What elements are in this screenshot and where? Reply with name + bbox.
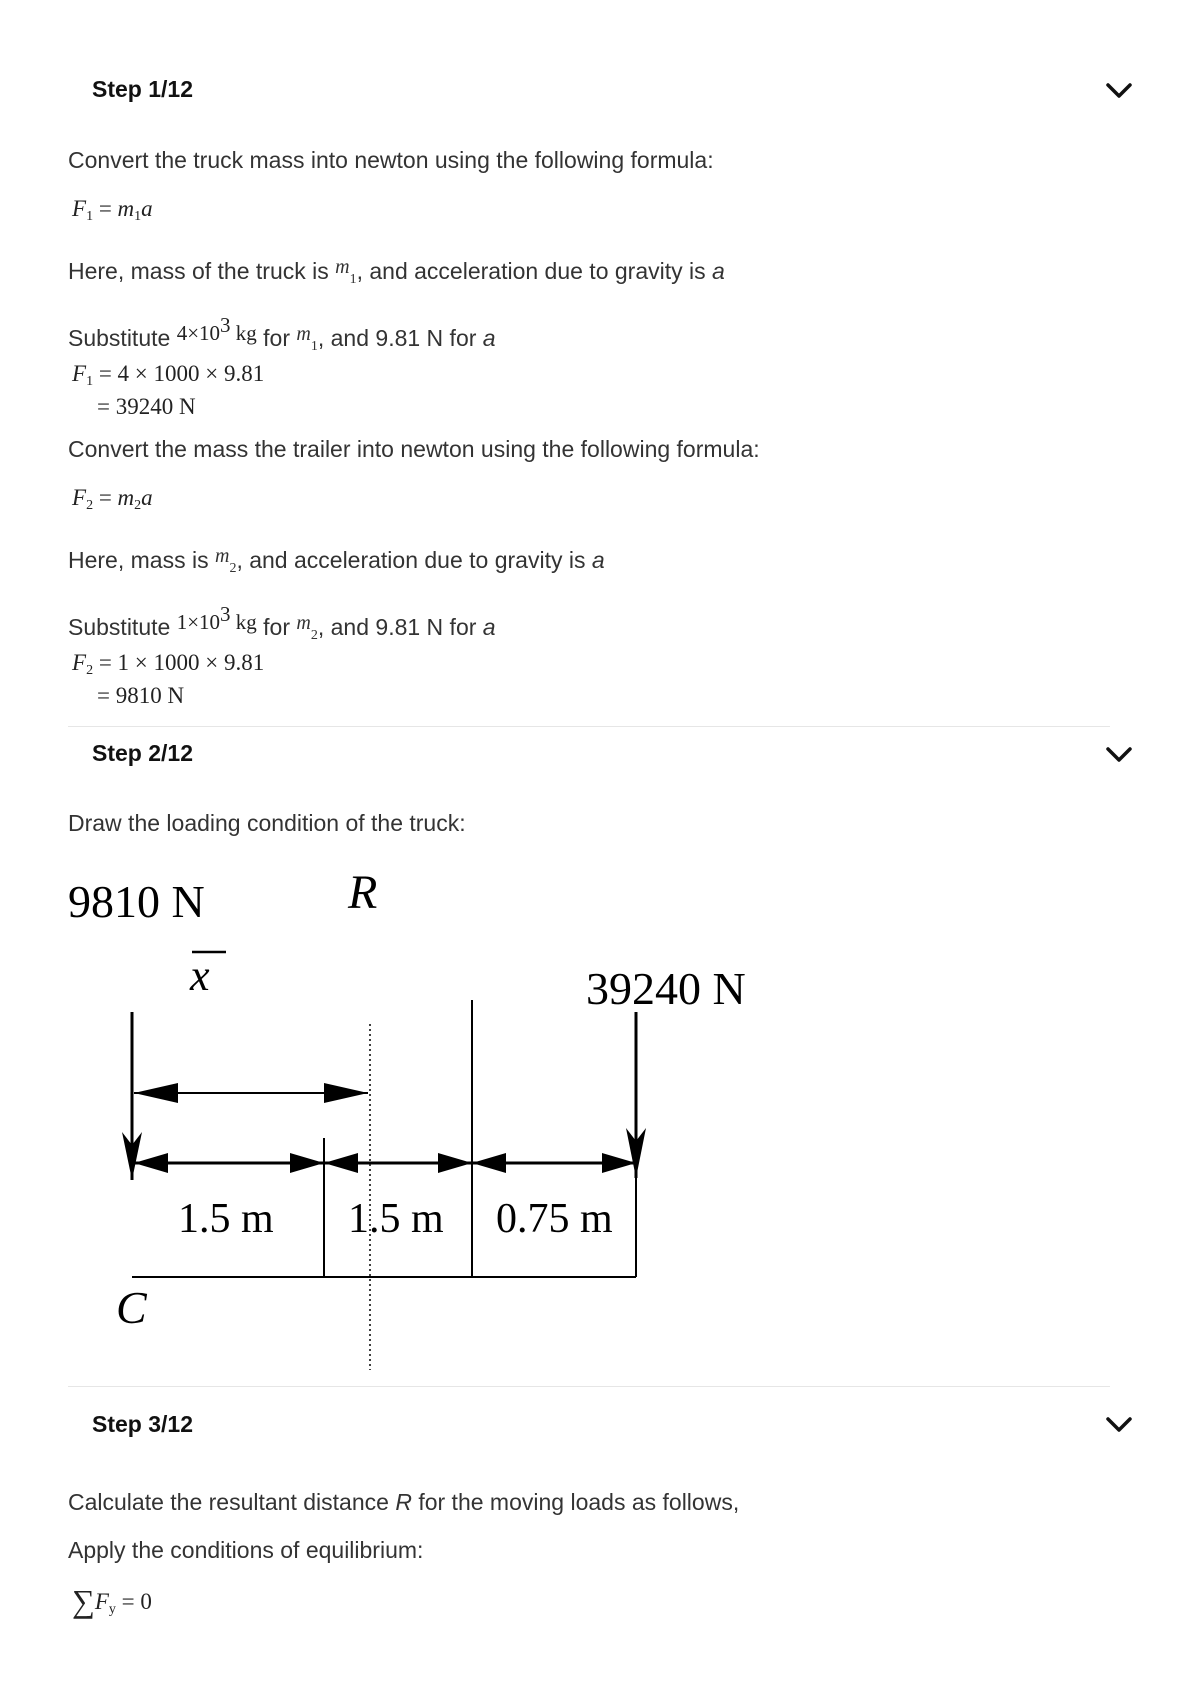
dim2-right-arrowhead <box>438 1153 472 1173</box>
subst2-for: for <box>256 614 297 640</box>
formula-f2-lhs-sub: 2 <box>86 498 94 513</box>
subst2-exp: 3 <box>220 602 231 626</box>
sum-sigma: ∑ <box>72 1583 95 1619</box>
calc2-lhs: F <box>72 650 87 675</box>
subst1-var-sub: 1 <box>310 339 318 354</box>
subst2-var: m <box>296 612 311 634</box>
calc2-lhs-sub: 2 <box>86 663 94 678</box>
chevron-down-icon[interactable] <box>1104 80 1134 102</box>
formula-f2-lhs: F <box>72 485 87 510</box>
subst2-a: a <box>482 614 496 640</box>
dim1-left-arrowhead <box>134 1153 168 1173</box>
here1-var: m <box>335 256 350 278</box>
step-3-title: Step 3/12 <box>92 1411 193 1437</box>
chevron-down-icon[interactable] <box>1104 1414 1134 1436</box>
calc1-lhs: F <box>72 361 87 386</box>
subst1-mid: , and 9.81 N for <box>317 325 483 351</box>
calc1-rhs: = 4 × 1000 × 9.81 <box>93 361 265 386</box>
loading-diagram <box>0 850 820 1333</box>
here1-mid: , and acceleration due to gravity is <box>356 258 713 284</box>
formula-f1-lhs-sub: 1 <box>86 209 94 224</box>
formula-f2 <box>72 485 153 514</box>
calc2-rhs: = 1 × 1000 × 9.81 <box>93 650 265 675</box>
here2-pre: Here, mass is <box>68 547 215 573</box>
step-1-here-2 <box>68 545 605 577</box>
here2-var-sub: 2 <box>229 561 237 576</box>
here2-var: m <box>214 545 230 567</box>
subst1-unit: kg <box>230 321 257 345</box>
calc-f2-line-1 <box>72 650 264 679</box>
sum-rhs: = 0 <box>115 1589 152 1614</box>
dim3-label: 0.75 m <box>496 1196 613 1242</box>
subst2-value: 1×10 <box>176 610 221 634</box>
step3-intro-var: R <box>395 1489 412 1515</box>
dim3-left-arrowhead <box>472 1153 506 1173</box>
dim2-left-arrowhead <box>324 1153 358 1173</box>
step-3-apply: Apply the conditions of equilibrium: <box>68 1537 424 1563</box>
formula-f2-m-sub: 2 <box>134 498 142 513</box>
subst1-pre: Substitute <box>68 325 177 351</box>
formula-f2-m: m <box>117 485 135 510</box>
subst2-mid: , and 9.81 N for <box>317 614 483 640</box>
point-c-label: C <box>116 1282 147 1333</box>
step-divider <box>68 726 1110 727</box>
subst2-var-sub: 2 <box>310 628 318 643</box>
calc-f2-line-2: = 9810 N <box>97 683 185 708</box>
chevron-down-icon[interactable] <box>1104 744 1134 766</box>
formula-f1 <box>72 196 153 225</box>
formula-f1-eq: = <box>93 196 118 221</box>
subst2-pre: Substitute <box>68 614 177 640</box>
dim3-right-arrowhead <box>602 1153 636 1173</box>
here1-a: a <box>712 258 725 284</box>
formula-f1-lhs: F <box>72 196 87 221</box>
subst1-var: m <box>296 323 311 345</box>
formula-f1-a: a <box>141 196 153 221</box>
subst1-exp: 3 <box>220 313 231 337</box>
step-2-title: Step 2/12 <box>92 740 193 766</box>
subst1-for: for <box>256 325 297 351</box>
formula-f1-m: m <box>117 196 135 221</box>
calc-f1-line-1 <box>72 361 264 390</box>
step-1-title: Step 1/12 <box>92 76 193 102</box>
dim1-label: 1.5 m <box>178 1196 274 1242</box>
formula-f2-a: a <box>141 485 153 510</box>
step-1-intro-2: Convert the mass the trailer into newton using the following formula: <box>68 436 760 462</box>
step-1-substitute-1 <box>68 313 496 355</box>
xbar-right-arrowhead <box>324 1083 368 1103</box>
step3-intro-post: for the moving loads as follows, <box>411 1489 740 1515</box>
subst1-value: 4×10 <box>176 321 221 345</box>
step-1-here-1 <box>68 256 725 288</box>
here1-var-sub: 1 <box>349 272 357 287</box>
calc-f1-line-2: = 39240 N <box>97 394 196 419</box>
here2-a: a <box>591 547 605 573</box>
step-1-substitute-2 <box>68 602 496 644</box>
dim2-label: 1.5 m <box>348 1196 444 1242</box>
subst1-a: a <box>482 325 496 351</box>
calc1-lhs-sub: 1 <box>86 374 94 389</box>
formula-f1-m-sub: 1 <box>134 209 142 224</box>
sum-f: F <box>94 1589 109 1614</box>
step3-intro-pre: Calculate the resultant distance <box>68 1489 396 1515</box>
formula-f2-eq: = <box>93 485 118 510</box>
here1-pre: Here, mass of the truck is <box>68 258 336 284</box>
step-3-intro <box>68 1489 739 1516</box>
sum-f-sub: y <box>108 1602 116 1617</box>
step-1-intro: Convert the truck mass into newton using the following formula: <box>68 147 714 173</box>
xbar-left-arrowhead <box>134 1083 178 1103</box>
xbar-label: x <box>190 951 210 1000</box>
load-right-label: 39240 N <box>586 963 746 1014</box>
subst2-unit: kg <box>230 610 257 634</box>
step-divider <box>68 1386 1110 1387</box>
step-2-intro: Draw the loading condition of the truck: <box>68 810 466 836</box>
sum-fy-equation <box>72 1583 152 1620</box>
resultant-label: R <box>348 866 378 919</box>
load-left-label: 9810 N <box>68 876 205 927</box>
here2-mid: , and acceleration due to gravity is <box>236 547 592 573</box>
dim1-right-arrowhead <box>290 1153 324 1173</box>
